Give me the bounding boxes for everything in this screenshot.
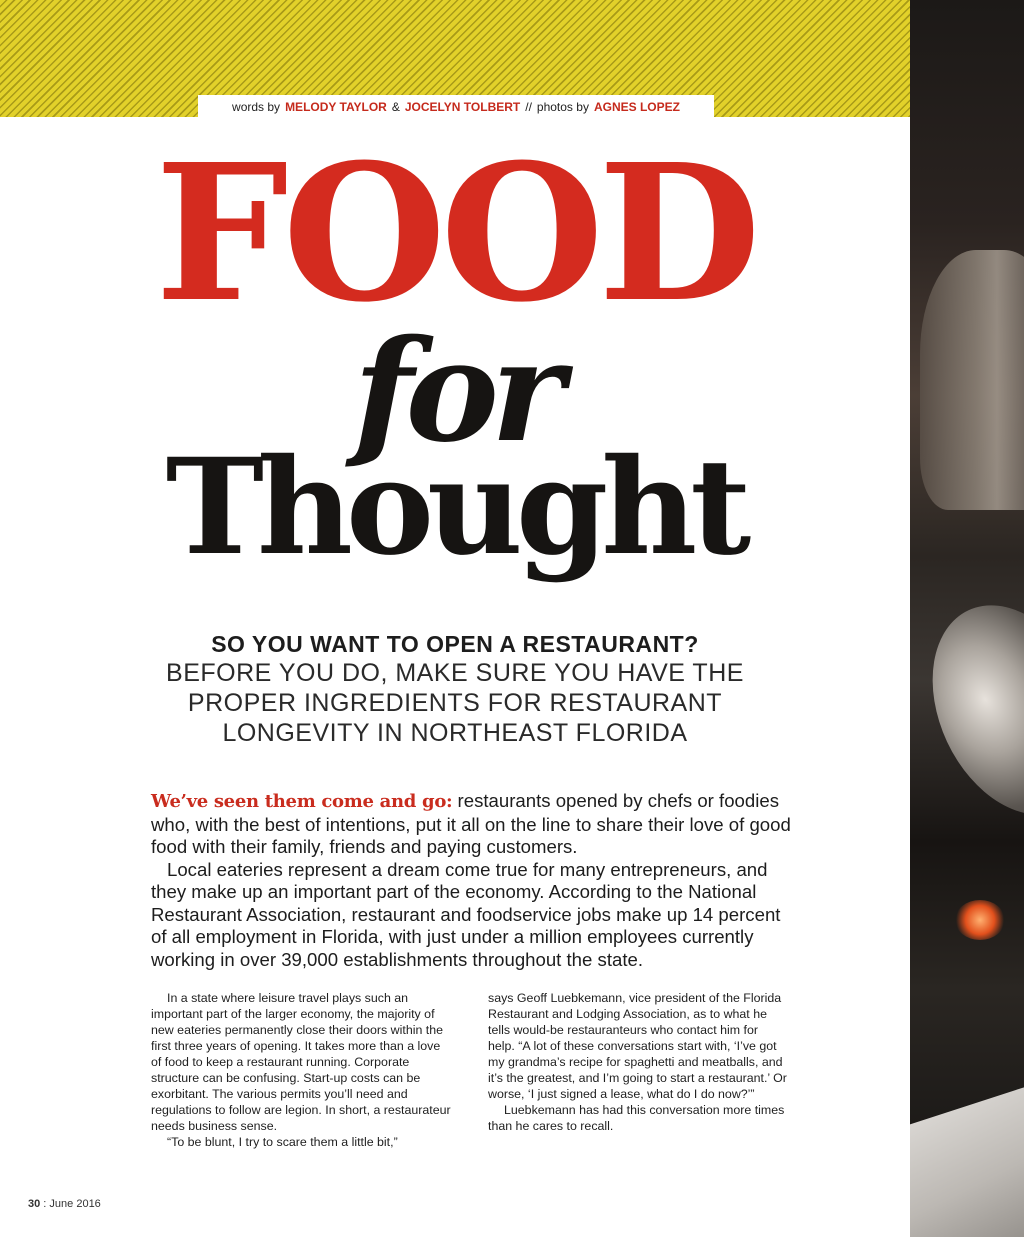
body-paragraph: “To be blunt, I try to scare them a little bit,” bbox=[167, 1135, 398, 1149]
byline-separator: // bbox=[525, 100, 532, 114]
body-paragraph: In a state where leisure travel plays such an important part of the larger economy, the majority of new eateries permanently close their doors within the first three years of opening. It takes more than a love of food to keep a restaurant running. Corporate structure can be confusing. Start-up costs can be exorbitant. The various permits you’ll need and regulations to follow are legion. In short, a restaurateur needs business sense. bbox=[151, 991, 451, 1133]
body-paragraph: Luebkemann has had this conversation more times than he cares to recall. bbox=[488, 1103, 785, 1133]
headline-for: for bbox=[353, 310, 557, 474]
byline-photographer: AGNES LOPEZ bbox=[593, 100, 680, 114]
lead-kicker: We’ve seen them come and go: bbox=[151, 791, 453, 812]
deck-line-3: PROPER INGREDIENTS FOR RESTAURANT bbox=[187, 689, 723, 717]
byline-words-prefix: words by bbox=[232, 100, 281, 114]
byline-author-1: MELODY TAYLOR bbox=[285, 100, 387, 114]
photo-stockpot bbox=[920, 250, 1024, 510]
issue-date: : June 2016 bbox=[40, 1198, 101, 1210]
byline-photos-prefix: photos by bbox=[536, 100, 589, 114]
lead-paragraph-2: Local eateries represent a dream come true for many entrepreneurs, and they make up an important part of the economy. According to the National Restaurant Association, restaurant and foodservice jobs make up 14 percent of all employment in Florida, with just under a million employees currently working in over 39,000 establishments throughout the state. bbox=[151, 858, 781, 970]
photo-burner-flame bbox=[955, 900, 1005, 940]
lead-paragraph-1-text: restaurants opened by chefs or foodies who, with the best of intentions, put it all on the line to share their love of good food with their family, friends and paying customers. bbox=[151, 790, 791, 857]
deck-line-2: BEFORE YOU DO, MAKE SURE YOU HAVE THE bbox=[166, 659, 744, 687]
headline-thought: Thought bbox=[165, 430, 745, 585]
headline-food: FOOD bbox=[154, 123, 756, 344]
lead-paragraph-1 bbox=[151, 790, 801, 859]
byline bbox=[198, 95, 714, 119]
body-column-left bbox=[151, 990, 451, 1150]
body-column-right bbox=[488, 990, 788, 1134]
page-number: 30 bbox=[28, 1198, 41, 1210]
photo-steel-tray bbox=[910, 1072, 1024, 1237]
lead-text bbox=[151, 790, 801, 971]
page-folio bbox=[28, 1198, 101, 1210]
body-paragraph: says Geoff Luebkemann, vice president of the Florida Restaurant and Lodging Association, as to what he tells would-be restauranteurs who contact him for help. “A lot of these conversations start with, ‘I’ve got my grandma’s recipe for spaghetti and meatballs, and it’s the greatest, and I’m going to start a restaurant.’ Or worse, ‘I just signed a lease, what do I do now?’” bbox=[488, 991, 787, 1101]
kitchen-photo bbox=[910, 0, 1024, 1237]
photo-pan-lid bbox=[910, 579, 1024, 842]
byline-ampersand: & bbox=[391, 100, 400, 114]
deck bbox=[0, 630, 910, 748]
deck-question: SO YOU WANT TO OPEN A RESTAURANT? bbox=[211, 631, 699, 657]
byline-author-2: JOCELYN TOLBERT bbox=[404, 100, 521, 114]
deck-line-4: LONGEVITY IN NORTHEAST FLORIDA bbox=[222, 719, 688, 747]
